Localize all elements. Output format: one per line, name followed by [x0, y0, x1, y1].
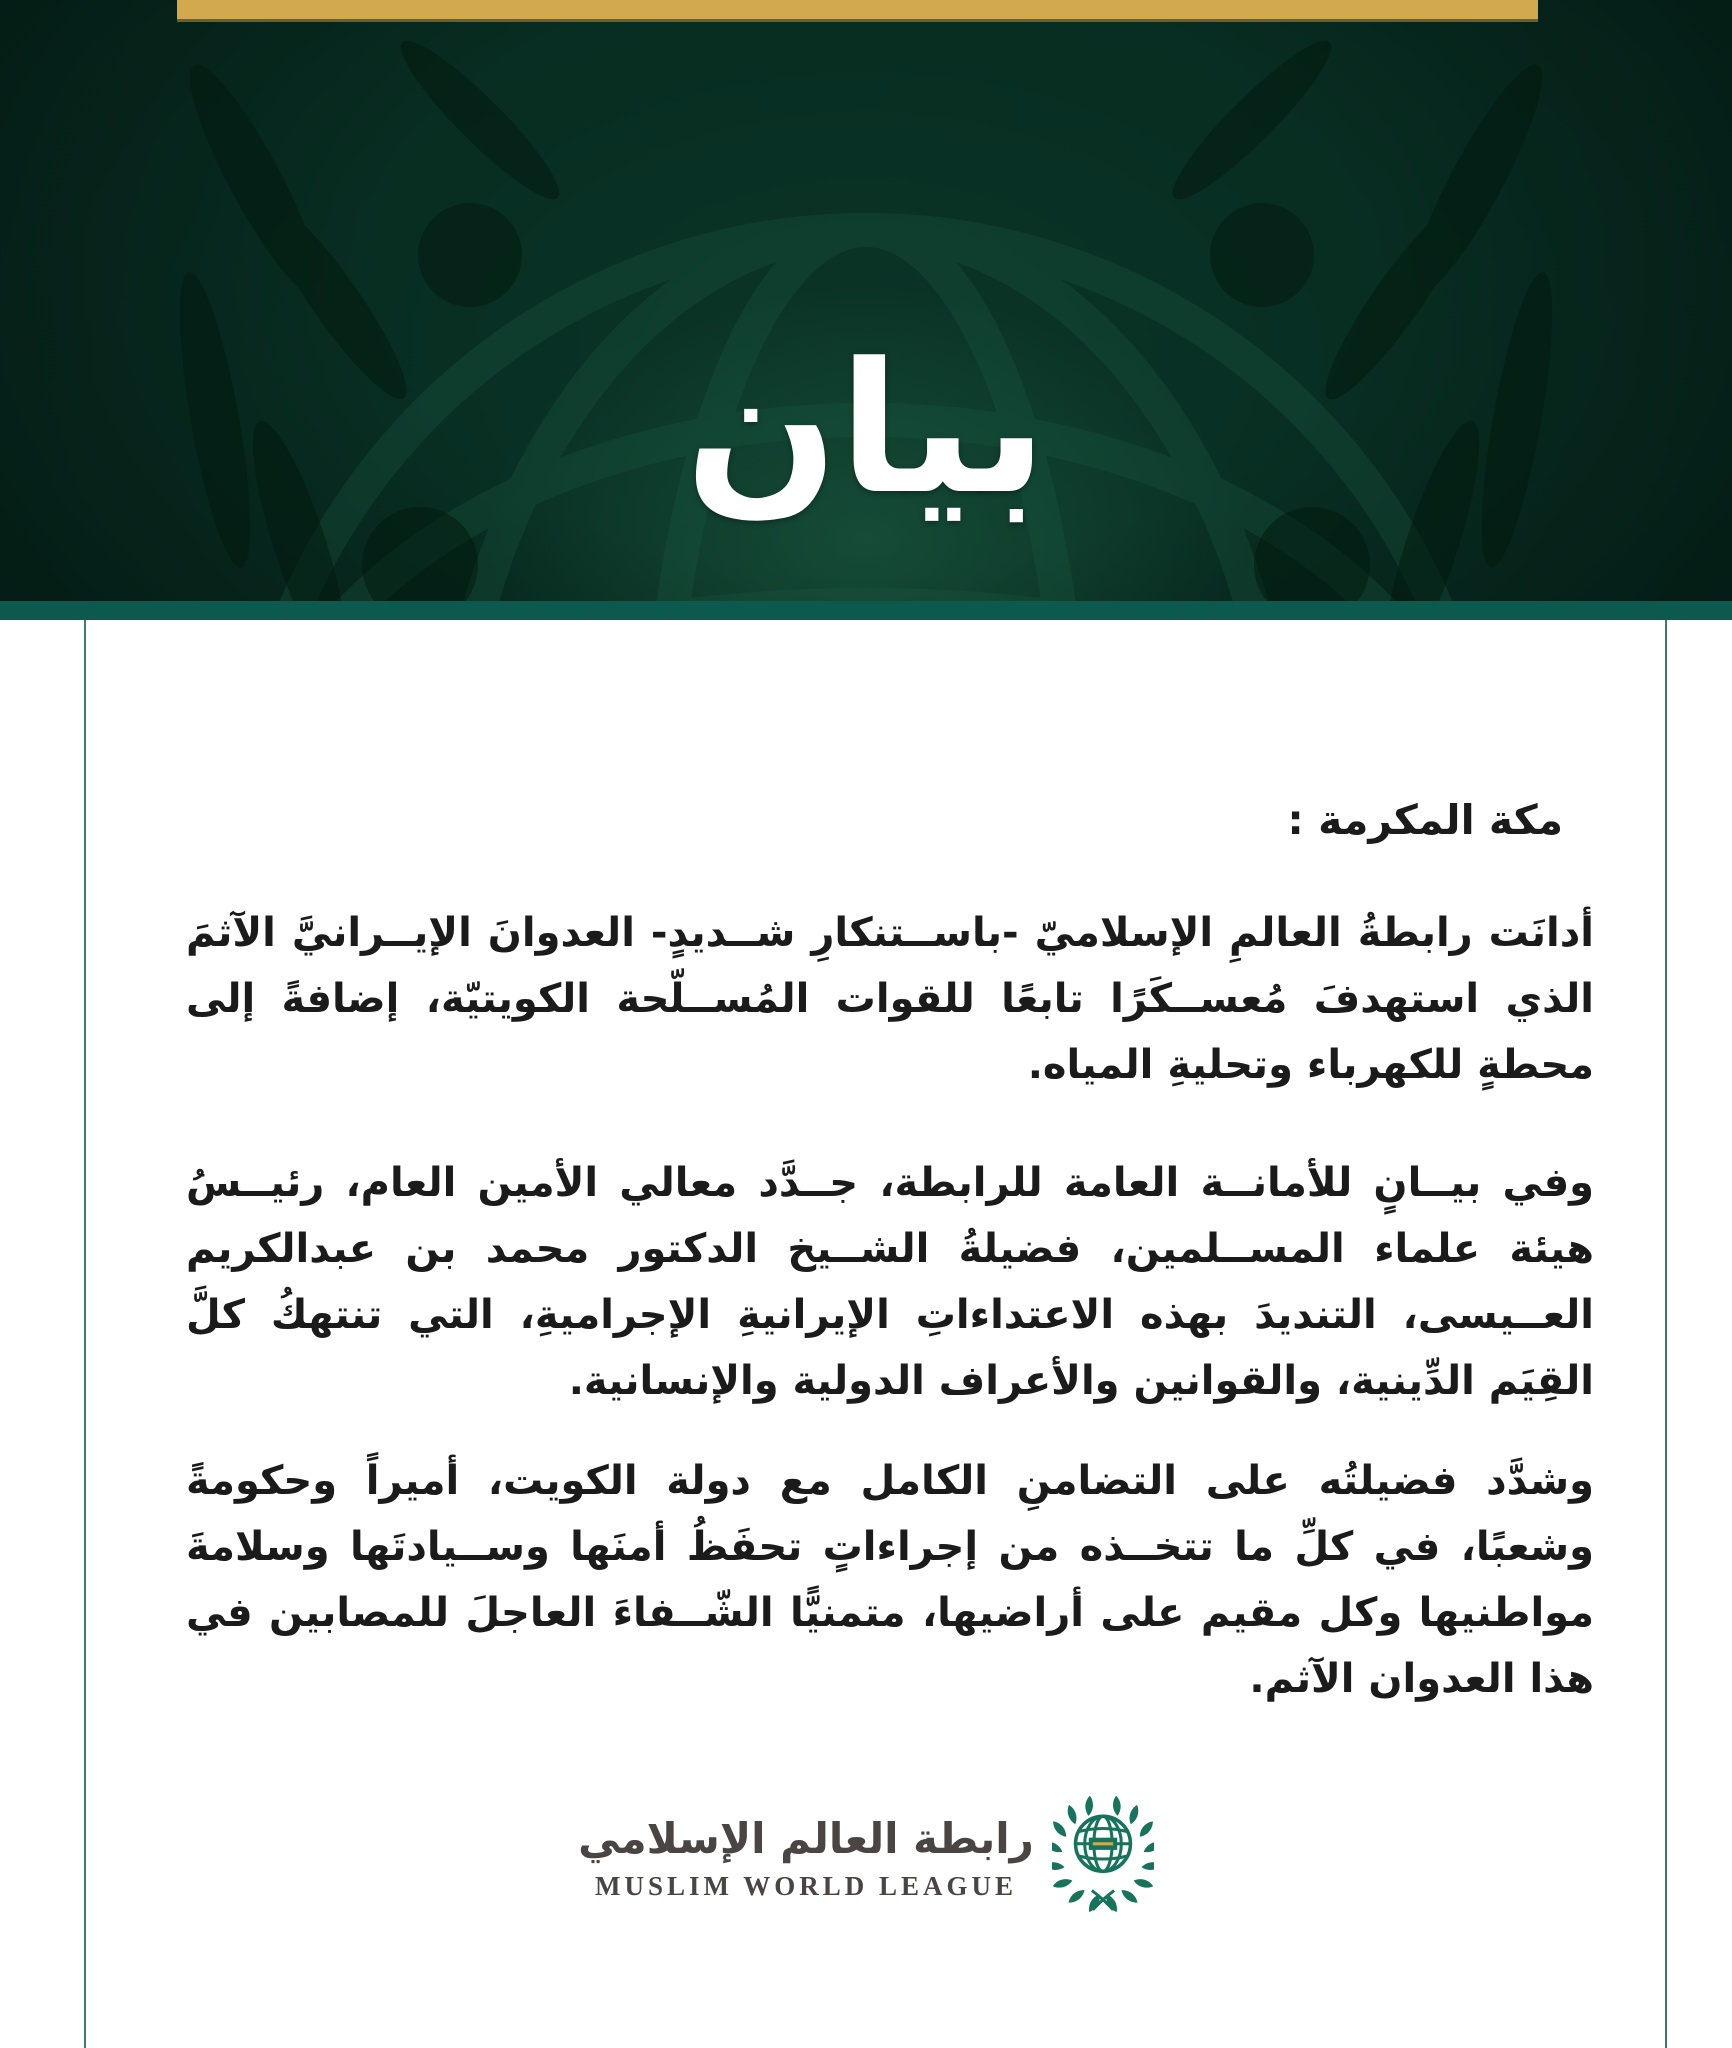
statement-paragraph-1: أدانَت رابطةُ العالمِ الإسلاميّ -باســتنكارِ شــديدٍ- العدوانَ الإيــرانيَّ الآثمَ الذي استهدفَ مُعســكَرًا تابعًا للقوات المُســلّحة الكويتيّة، إضافةً إلى محطةٍ للكهرباء وتحليةِ المياه.	[186, 910, 1594, 1088]
bayan-calligraphy-title: بيان	[684, 325, 1048, 534]
mwl-english-name: MUSLIM WORLD LEAGUE	[594, 1870, 1018, 1901]
mwl-emblem-icon	[1052, 1796, 1154, 1918]
laurel-wreath-icon	[1052, 1796, 1154, 1914]
location-heading: مكة المكرمة :	[1287, 796, 1563, 844]
top-gold-bar	[177, 0, 1538, 22]
accent-strip	[0, 601, 1732, 620]
mwl-logo	[0, 1796, 1732, 1918]
statement-paragraph-2: وفي بيــانٍ للأمانــة العامة للرابطة، جــدَّد معالي الأمين العام، رئيــسُ هيئة علماء المســلمين، فضيلةُ الشــيخ الدكتور محمد بن عبدالكريم العــيسى، التنديدَ بهذه الاعتداءاتِ الإيرانيةِ الإجراميةِ، التي تنتهكُ كلَّ القِيَم الدِّينية، والقوانين والأعراف الدولية والإنسانية.	[186, 1160, 1594, 1404]
statement-paragraph-3: وشدَّد فضيلتُه على التضامنِ الكامل مع دولة الكويت، أميراً وحكومةً وشعبًا، في كلِّ ما تتخــذه من إجراءاتٍ تحفَظُ أمنَها وســيادتَها وسلامةَ مواطنيها وكل مقيم على أراضيها، متمنيًّا الشّــفاءَ العاجلَ للمصابين في هذا العدوان الآثم.	[186, 1458, 1594, 1702]
mwl-arabic-calligraphy: رابطة العالم الإسلامي	[578, 1814, 1034, 1864]
mwl-logo-text	[578, 1812, 1034, 1902]
header-banner	[0, 0, 1732, 601]
